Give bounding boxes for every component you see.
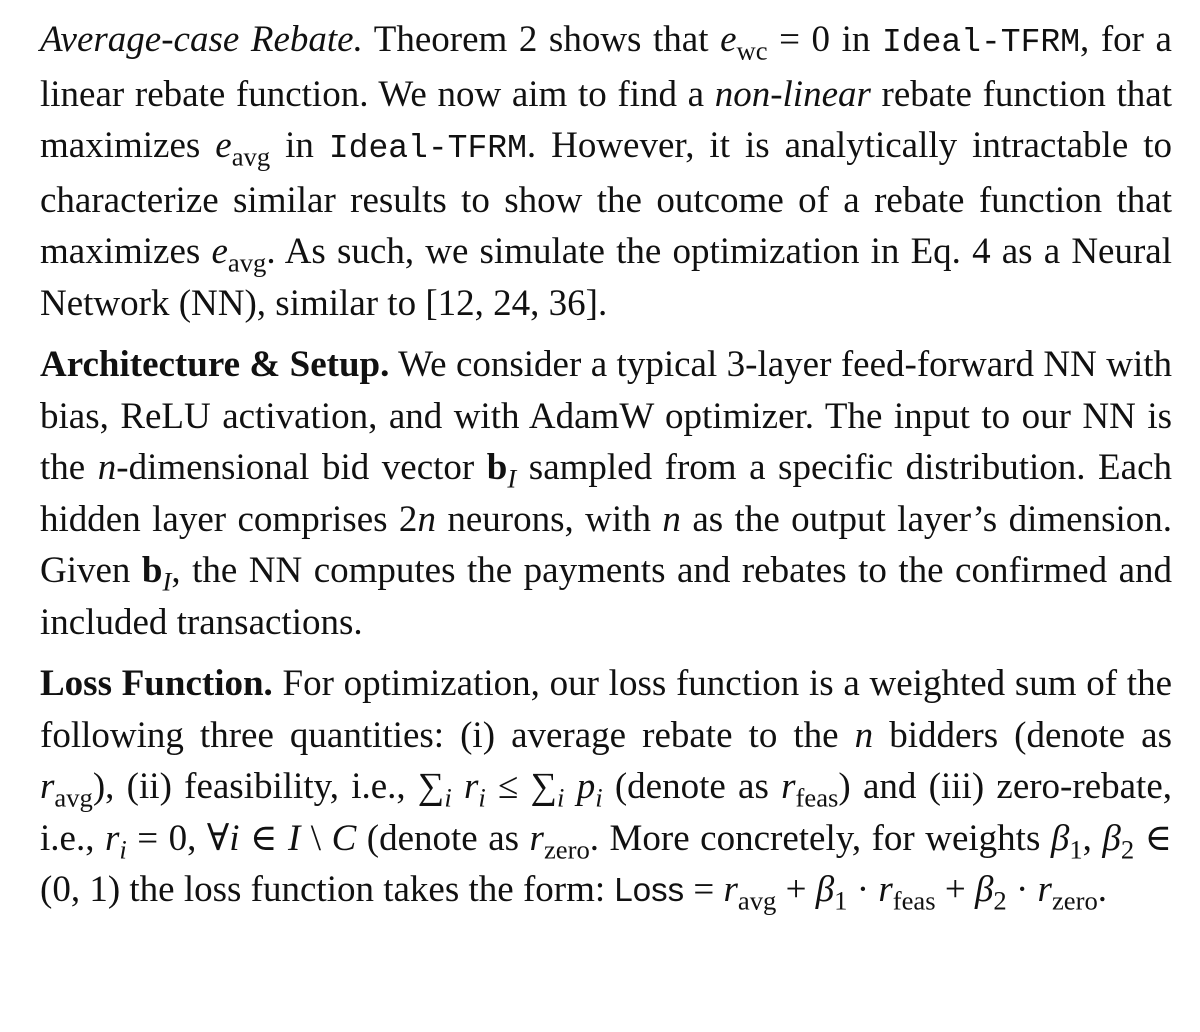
- math-symbol: e: [211, 231, 228, 272]
- paper-page: [40, 14, 1172, 916]
- math-vector: b: [486, 447, 508, 488]
- text-run: (denote as: [356, 817, 530, 859]
- math-symbol: r: [40, 766, 55, 807]
- paragraph-average-case-rebate: [40, 14, 1172, 329]
- math-symbol: i: [229, 817, 240, 859]
- math-subscript: I: [507, 463, 517, 494]
- math-subscript: avg: [227, 247, 267, 278]
- math-subscript: zero: [1051, 885, 1098, 916]
- math-subscript: wc: [736, 35, 768, 66]
- math-symbol: β: [1102, 817, 1121, 859]
- text-run: ∈: [239, 817, 288, 859]
- text-run: ) and (iii) zero-rebate, i.e.,: [40, 766, 1173, 859]
- math-subscript: 2: [1120, 834, 1135, 865]
- code-term: Ideal-TFRM: [328, 130, 527, 167]
- math-subscript: 2: [993, 885, 1007, 916]
- math-operator: ∑: [417, 766, 445, 807]
- text-run: .: [1097, 869, 1108, 910]
- text-run: . However, it is analytically intractable to characterize similar results to show the outcome of a rebate function that maximizes: [40, 125, 1172, 272]
- text-run: -dimensional bid vector: [116, 447, 487, 488]
- math-symbol: r: [781, 766, 796, 807]
- text-run: , for a linear rebate function. We now aim to find a: [40, 19, 1172, 115]
- math-symbol: e: [720, 19, 737, 60]
- paragraph-heading: Architecture & Setup.: [40, 344, 390, 385]
- text-run: (denote as: [602, 766, 782, 807]
- text-run: = 0 in: [767, 19, 882, 60]
- math-subscript: zero: [543, 834, 590, 865]
- math-symbol: e: [215, 125, 232, 166]
- text-run: , the NN computes the payments and rebates to the confirmed and included transactions.: [40, 550, 1172, 643]
- math-subscript: feas: [795, 782, 839, 813]
- text-run: We consider a typical 3-layer feed-forward NN with bias, ReLU activation, and with AdamW optimizer. The input to our NN is the: [40, 344, 1172, 488]
- paragraph-loss-function: [40, 658, 1172, 916]
- math-vector: b: [141, 550, 163, 591]
- text-run: ∈ (0, 1) the loss function takes the form:: [40, 817, 1173, 910]
- math-subscript: avg: [737, 885, 777, 916]
- text-run: bidders (denote as: [873, 714, 1172, 756]
- text-run: sampled from a specific distribution. Each hidden layer comprises 2: [40, 447, 1173, 540]
- math-subscript: feas: [892, 885, 936, 916]
- emphasis-text: non-linear: [714, 73, 871, 115]
- math-symbol: r: [529, 817, 544, 859]
- math-subscript: i: [595, 782, 603, 813]
- text-run: =: [684, 869, 724, 910]
- text-run: in: [270, 125, 329, 166]
- text-run: neurons, with: [435, 498, 663, 540]
- math-symbol: C: [331, 817, 357, 859]
- math-symbol: β: [1050, 817, 1070, 859]
- text-run: ·: [1006, 869, 1038, 910]
- math-symbol: r: [878, 869, 893, 910]
- math-symbol: r: [463, 766, 479, 807]
- math-label: Loss: [614, 871, 685, 908]
- text-run: ), (ii) feasibility, i.e.,: [92, 766, 418, 807]
- code-term: Ideal-TFRM: [881, 24, 1081, 61]
- math-symbol: β: [815, 869, 835, 910]
- text-run: +: [935, 869, 975, 910]
- text-run: ≤: [485, 766, 531, 807]
- paragraph-architecture-setup: [40, 339, 1172, 648]
- text-run: +: [776, 869, 816, 910]
- text-run: . As such, we simulate the optimization in Eq. 4 as a Neural Network (NN), similar to [12, 24, 36].: [40, 231, 1172, 324]
- math-symbol: β: [974, 869, 994, 910]
- text-run: ·: [847, 869, 879, 910]
- math-subscript: 1: [1069, 834, 1083, 865]
- math-subscript: I: [162, 566, 172, 597]
- text-run: ,: [1082, 817, 1103, 859]
- paragraph-heading: Loss Function.: [40, 663, 273, 704]
- math-symbol: n: [854, 714, 874, 756]
- math-symbol: I: [287, 817, 301, 859]
- math-subscript: i: [557, 782, 565, 813]
- math-subscript: i: [478, 782, 486, 813]
- paragraph-heading: Average-case Rebate.: [40, 19, 363, 60]
- text-run: as the output layer’s dimension. Given: [40, 498, 1172, 591]
- math-subscript: avg: [54, 782, 93, 813]
- text-run: . More concretely, for weights: [589, 817, 1051, 859]
- math-symbol: n: [662, 498, 681, 540]
- math-subscript: i: [119, 834, 127, 865]
- math-symbol: r: [1037, 869, 1052, 910]
- math-operator: ∑: [530, 766, 558, 807]
- math-symbol: n: [97, 447, 117, 488]
- text-run: \: [300, 817, 332, 859]
- math-symbol: r: [104, 817, 120, 859]
- text-run: = 0, ∀: [126, 817, 230, 859]
- math-symbol: p: [576, 766, 596, 807]
- text-run: rebate function that maximizes: [40, 73, 1173, 166]
- math-subscript: i: [444, 782, 452, 813]
- math-subscript: 1: [834, 885, 848, 916]
- math-subscript: avg: [231, 141, 271, 172]
- text-run: Theorem 2 shows that: [362, 19, 721, 60]
- math-symbol: r: [723, 869, 738, 910]
- text-run: For optimization, our loss function is a weighted sum of the following three quantities: (i) average rebate to the: [40, 663, 1172, 756]
- math-symbol: n: [417, 498, 436, 540]
